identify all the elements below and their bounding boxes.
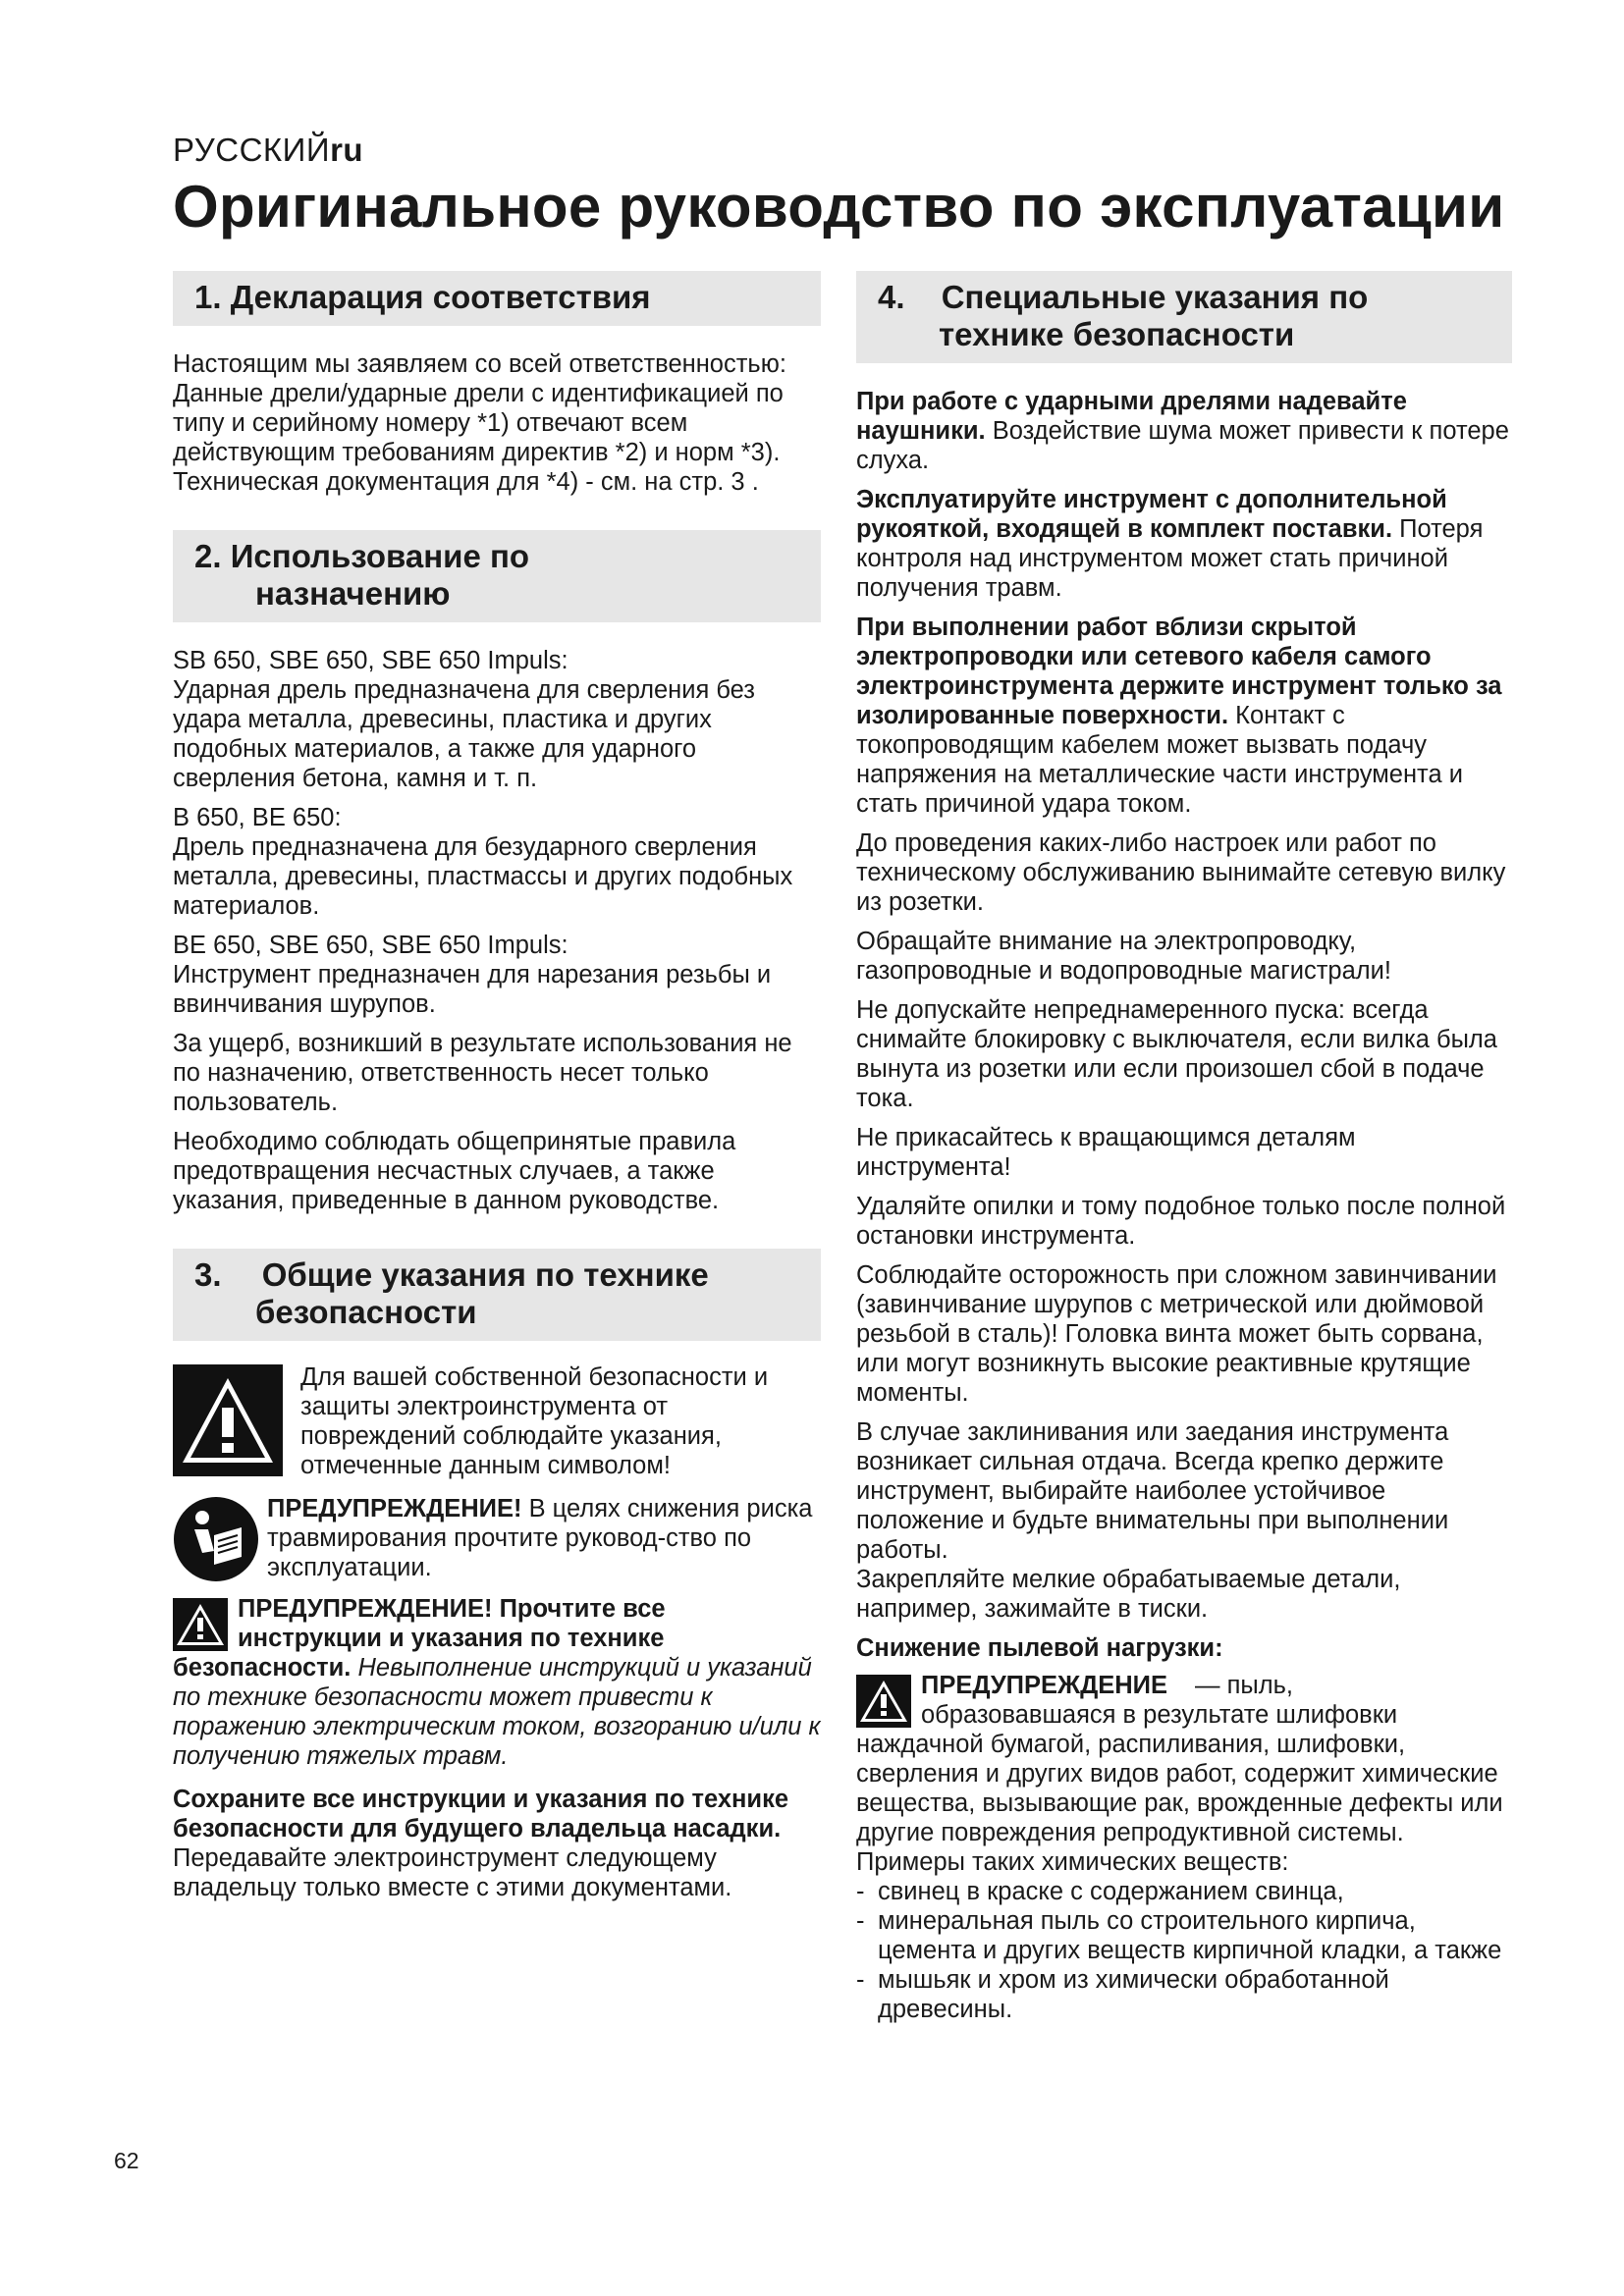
page-number: 62 (114, 2148, 139, 2173)
difficult-screwing: Соблюдайте осторожность при сложном завинчивании (завинчивание шурупов с метрической или дюймовой резьбой в сталь)! Головка винта может быть сорвана, или могут возникнуть высокие реактивные крутящие моменты. (856, 1261, 1497, 1407)
auxiliary-handle-text: Потеря контроля над инструментом может стать причиной получения травм. (856, 515, 1484, 602)
models-label: SB 650, SBE 650, SBE 650 Impuls: (173, 647, 568, 674)
language-code: ru (330, 132, 364, 168)
language-label (173, 132, 363, 169)
section-number: 1. (194, 279, 222, 315)
dust-warning-line1 (856, 1671, 1512, 1700)
warning-italic-text: Невыполнение инструкций и указаний по технике безопасности может привести к поражению электрическим током, возгоранию и/или к получению тяжелых травм. (173, 1654, 821, 1770)
read-manual-block (173, 1492, 821, 1588)
hearing-protection-bold: При работе с ударными дрелями надевайте наушники. (856, 388, 1407, 445)
use-paragraph-3 (173, 931, 821, 1019)
models-label: BE 650, SBE 650, SBE 650 Impuls: (173, 932, 568, 959)
keep-instructions-bold: Сохраните все инструкции и указания по технике безопасности для будущего владельца насадки. (173, 1786, 789, 1842)
use-text: Ударная дрель предназначена для сверления без удара металла, древесины, пластика и других подобных материалов, а также для ударного сверления бетона, камня и т. п. (173, 676, 755, 792)
declaration-text: Настоящим мы заявляем со всей ответственностью: Данные дрели/ударные дрели с идентификацией по типу и серийному номеру *1) отвечают всем действующим требованиям директив *2) и норм *3). Техническая документация для *4) - см. на стр. 3 . (173, 350, 786, 496)
section-title-line1: Общие указания по технике (261, 1256, 709, 1293)
section-number: 2. (194, 538, 222, 574)
right-column (856, 271, 1512, 2024)
list-item: - свинец в краске с содержанием свинца, (856, 1877, 1512, 1906)
left-column (173, 271, 821, 1912)
keep-instructions-text: Передавайте электроинструмент следующему владельцу только вместе с этими документами. (173, 1844, 732, 1901)
safety-symbol-block (173, 1364, 821, 1486)
clamp-workpiece: Закрепляйте мелкие обрабатываемые детали, например, зажимайте в тиски. (856, 1566, 1401, 1623)
hidden-wiring (856, 613, 1512, 819)
warning-bold-line1: ПРЕДУПРЕЖДЕНИЕ! Прочтите все (238, 1595, 666, 1623)
use-paragraph-2 (173, 803, 821, 921)
warning-sign-small-icon (856, 1675, 911, 1728)
use-paragraph-4: За ущерб, возникший в результате использования не по назначению, ответственность несет только пользователь. (173, 1030, 792, 1116)
section-title-line1: Специальные указания по (941, 279, 1369, 315)
section-number: 3. (194, 1256, 222, 1293)
dust-warning-block (856, 1671, 1512, 1877)
dust-warning-label: ПРЕДУПРЕЖДЕНИЕ (921, 1672, 1168, 1699)
read-manual-icon (173, 1496, 259, 1582)
hearing-protection-text: Воздействие шума может привести к потере слуха. (856, 417, 1509, 474)
warning-bold-line2: инструкции и указания по технике (238, 1625, 665, 1652)
kickback: В случае заклинивания или заедания инструмента возникает сильная отдача. Всегда крепко держите инструмент, выбирайте наиболее устойчивое положение и будьте внимательны при выполнении работы. (856, 1418, 1449, 1564)
section-title-line2: безопасности (255, 1294, 477, 1330)
dust-warning-line2: образовавшаяся в результате шлифовки (921, 1701, 1398, 1729)
hidden-wiring-bold: При выполнении работ вблизи скрытой электропроводки или сетевого кабеля самого электроинструмента держите инструмент только за изолированные поверхности. (856, 614, 1502, 729)
warning-sign-small-icon (173, 1598, 228, 1651)
warning-consequence (173, 1653, 821, 1771)
dust-heading (856, 1633, 1512, 1663)
section-2-heading (173, 530, 821, 622)
section-4-heading (856, 271, 1512, 363)
dust-warning-text: наждачной бумагой, распиливания, шлифовки, сверления и других видов работ, содержит химические вещества, вызывающие рак, врожденные дефекты или другие повреждения репродуктивной системы. Примеры таких химических веществ: (856, 1731, 1503, 1876)
use-paragraph-1 (173, 646, 821, 793)
section-title-line1: Использование по (230, 538, 530, 574)
use-paragraph-5: Необходимо соблюдать общепринятые правила предотвращения несчастных случаев, а также указания, приведенные в данном руководстве. (173, 1128, 736, 1214)
unplug-before-service: До проведения каких-либо настроек или работ по техническому обслуживанию вынимайте сетевую вилку из розетки. (856, 829, 1506, 916)
section-title-line2: технике безопасности (939, 316, 1295, 352)
chemicals-list (856, 1877, 1512, 2024)
use-text: Дрель предназначена для безударного сверления металла, древесины, пластмассы и других подобных материалов. (173, 833, 793, 920)
section-3-heading (173, 1249, 821, 1341)
dust-title: Снижение пылевой нагрузки: (856, 1634, 1223, 1662)
warning-label: ПРЕДУПРЕЖДЕНИЕ! (267, 1495, 522, 1522)
language-name: РУССКИЙ (173, 132, 331, 168)
section-1-heading (173, 271, 821, 326)
warning-bold-line3: безопасности. (173, 1654, 352, 1682)
read-manual-instruction: В целях снижения риска травмирования прочтите руковод-ство по эксплуатации. (267, 1495, 813, 1581)
unintended-start: Не допускайте непреднамеренного пуска: всегда снимайте блокировку с выключателя, если вилка была вынута из розетки или если произошел сбой в подаче тока. (856, 996, 1497, 1112)
list-item: - мышьяк и хром из химически обработанной древесины. (856, 1965, 1512, 2024)
hearing-protection (856, 387, 1512, 475)
keep-instructions (173, 1785, 821, 1902)
read-manual-text (267, 1494, 821, 1582)
section-number: 4. (878, 279, 905, 315)
utility-lines: Обращайте внимание на электропроводку, газопроводные и водопроводные магистрали! (856, 928, 1391, 985)
auxiliary-handle (856, 485, 1512, 603)
section-title-line2: назначению (255, 575, 451, 612)
list-item: - минеральная пыль со строительного кирпича, цемента и других веществ кирпичной кладки, а также (856, 1906, 1512, 1965)
dust-warning-text-start: — пыль, (1195, 1672, 1293, 1699)
auxiliary-handle-bold: Эксплуатируйте инструмент с дополнительной рукояткой, входящей в комплект поставки. (856, 486, 1447, 543)
section-title: Декларация соответствия (230, 279, 651, 315)
hidden-wiring-text: Контакт с токопроводящим кабелем может вызвать подачу напряжения на металлические части инструмента и стать причиной удара током. (856, 702, 1463, 818)
rotating-parts: Не прикасайтесь к вращающимся деталям инструмента! (856, 1124, 1356, 1181)
general-warning-block (173, 1594, 821, 1771)
models-label: B 650, BE 650: (173, 804, 342, 831)
use-text: Инструмент предназначен для нарезания резьбы и ввинчивания шурупов. (173, 961, 772, 1018)
warning-sign-large-icon (173, 1364, 283, 1476)
remove-chips: Удаляйте опилки и тому подобное только после полной остановки инструмента. (856, 1193, 1506, 1250)
safety-symbol-text: Для вашей собственной безопасности и защиты электроинструмента от повреждений соблюдайте указания, отмеченные данным символом! (300, 1363, 769, 1479)
page-title: Оригинальное руководство по эксплуатации (173, 174, 1505, 240)
